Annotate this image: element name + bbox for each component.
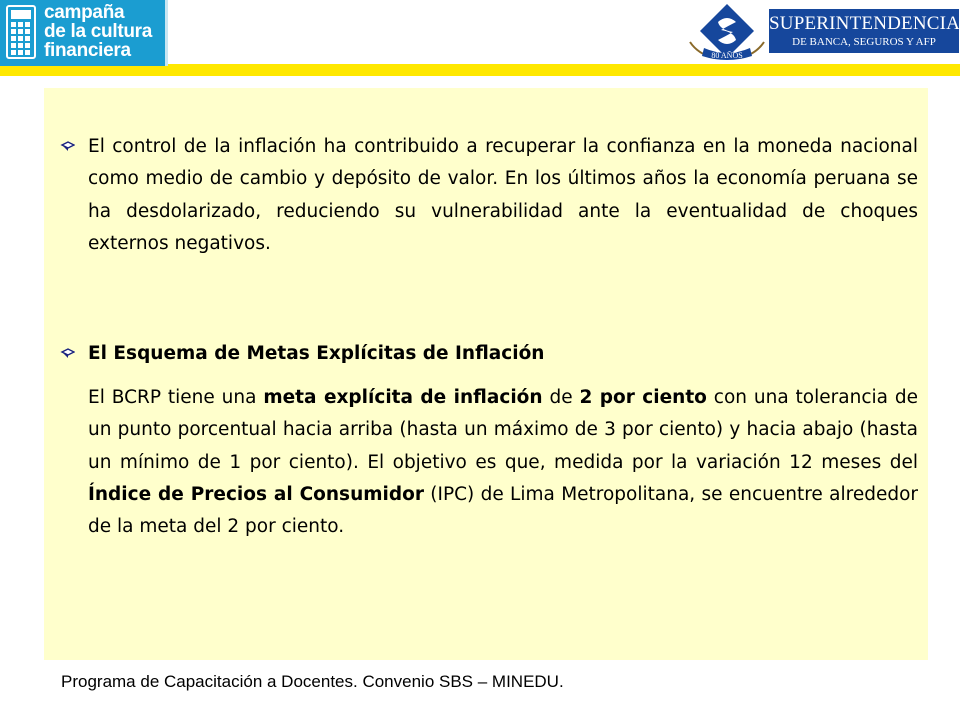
sbs-emblem-icon	[684, 2, 770, 62]
paragraph-inflation-control: El control de la inflación ha contribuido a recuperar la confianza en la moneda nacional como medio de cambio y depósito de valor. En los últimos años la economía peruana se ha desdolarizado, reduciendo su vulnerabilidad ante la eventualidad de choques externos negativos.	[88, 136, 918, 254]
diamond-bullet-icon	[53, 346, 75, 366]
calculator-screen	[11, 10, 31, 19]
p2-bold-percent: 2 por ciento	[579, 387, 707, 408]
calculator-keys	[11, 22, 31, 55]
p2-bold-target: meta explícita de inflación	[263, 387, 543, 408]
section-heading: El Esquema de Metas Explícitas de Inflación	[88, 343, 545, 364]
p2-text-1: El BCRP tiene una	[88, 387, 264, 408]
p2-bold-index: Índice de Precios al Consumidor	[88, 483, 424, 505]
campaign-title	[44, 3, 166, 60]
p2-text-3: con una tolerancia de un punto porcentual hacia arriba (hasta un máximo de 3 por ciento) y hacia abajo (hasta un mínimo de 1 por ciento). El objetivo es que, medida por la variación 12 meses del	[88, 387, 918, 473]
sbs-subtitle: DE BANCA, SEGUROS Y AFP	[792, 36, 936, 48]
campaign-line-2: de la cultura	[44, 21, 153, 42]
paragraph-bcrp-target	[88, 382, 918, 543]
p2-text-2: de	[542, 387, 580, 408]
sbs-name: SUPERINTENDENCIA	[769, 13, 960, 34]
campaign-line-3: financiera	[44, 40, 131, 61]
anniversary-label: 80 AÑOS	[711, 51, 743, 60]
diamond-bullet-icon	[53, 139, 75, 159]
footer-text: Programa de Capacitación a Docentes. Convenio SBS – MINEDU.	[61, 672, 564, 691]
p2-text-4: (IPC) de Lima Metropolitana, se encuentre alrededor de la meta del 2 por ciento.	[88, 483, 918, 538]
sbs-logo	[676, 0, 960, 64]
sbs-name-box	[769, 9, 959, 53]
campaign-logo	[0, 0, 168, 66]
calculator-icon	[6, 5, 36, 59]
campaign-line-1: campaña	[44, 2, 125, 23]
